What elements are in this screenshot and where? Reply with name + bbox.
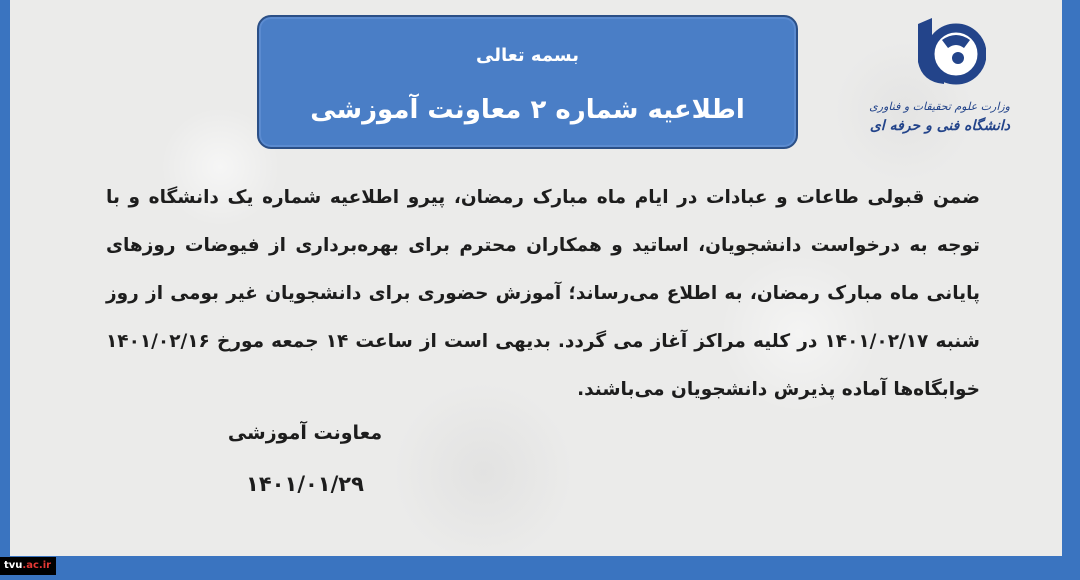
site-tld: .ac.ir [22, 560, 52, 571]
notice-body: ضمن قبولی طاعات و عبادات در ایام ماه مبارک رمضان، پیرو اطلاعیه شماره یک دانشگاه و با توجه به درخواست دانشجویان، اساتید و همکاران محترم برای بهره‌برداری از فیوضات روزهای پایانی ماه مبارک رمضان، به اطلاع می‌رساند؛ آموزش حضوری برای دانشجویان غیر بومی از روز شنبه ۱۴۰۱/۰۲/۱۷ در کلیه مراکز آغاز می گردد. بدیهی است از ساعت ۱۴ جمعه مورخ ۱۴۰۱/۰۲/۱۶ خوابگاه‌ها آماده پذیرش دانشجویان می‌باشند. [106, 187, 980, 400]
site-name: tvu [4, 560, 23, 571]
university-logo [869, 14, 1010, 154]
university-name: دانشگاه فنی و حرفه ای [869, 118, 1010, 134]
invocation-text: بسمه تعالی [476, 45, 579, 66]
site-badge [0, 557, 56, 575]
ministry-name: وزارت علوم تحقیقات و فناوری [869, 100, 1010, 113]
signature-date: ۱۴۰۱/۰۱/۲۹ [246, 472, 364, 496]
signature-office: معاونت آموزشی [227, 422, 383, 444]
notice-title: اطلاعیه شماره ۲ معاونت آموزشی [310, 95, 745, 125]
notice-paper [10, 0, 1062, 556]
university-emblem-icon [912, 14, 986, 92]
title-box [257, 15, 798, 149]
